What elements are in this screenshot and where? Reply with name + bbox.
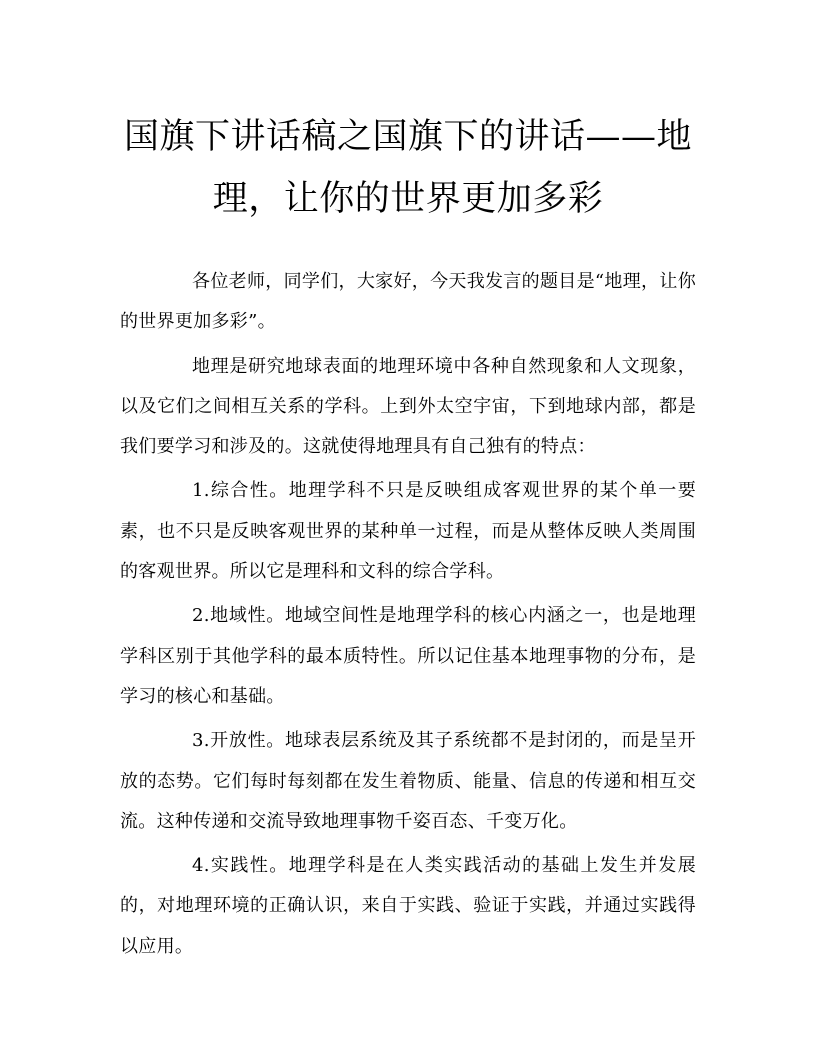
paragraph-point-3: 3.开放性。地球表层系统及其子系统都不是封闭的，而是呈开放的态势。它们每时每刻都在发生着物质、能量、信息的传递和相互交流。这种传递和交流导致地理事物千姿百态、千变万化。 (120, 730, 696, 832)
paragraph-greeting: 各位老师，同学们，大家好，今天我发言的题目是“地理，让你的世界更加多彩”。 (120, 271, 696, 333)
paragraph-point-1: 1.综合性。地理学科不只是反映组成客观世界的某个单一要素，也不只是反映客观世界的某种单一过程，而是从整体反映人类周围的客观世界。所以它是理科和文科的综合学科。 (120, 480, 696, 583)
paragraph-point-2: 2.地域性。地域空间性是地理学科的核心内涵之一，也是地理学科区别于其他学科的最本质特性。所以记住基本地理事物的分布，是学习的核心和基础。 (120, 605, 696, 707)
paragraph-point-4: 4.实践性。地理学科是在人类实践活动的基础上发生并发展的，对地理环境的正确认识，来自于实践、验证于实践，并通过实践得以应用。 (120, 855, 696, 957)
document-title: 国旗下讲话稿之国旗下的讲话——地理，让你的世界更加多彩 (123, 117, 692, 219)
document-body (120, 262, 696, 971)
paragraph-definition: 地理是研究地球表面的地理环境中各种自然现象和人文现象，以及它们之间相互关系的学科。上到外太空宇宙，下到地球内部，都是我们要学习和涉及的。这就使得地理具有自己独有的特点： (120, 355, 696, 458)
